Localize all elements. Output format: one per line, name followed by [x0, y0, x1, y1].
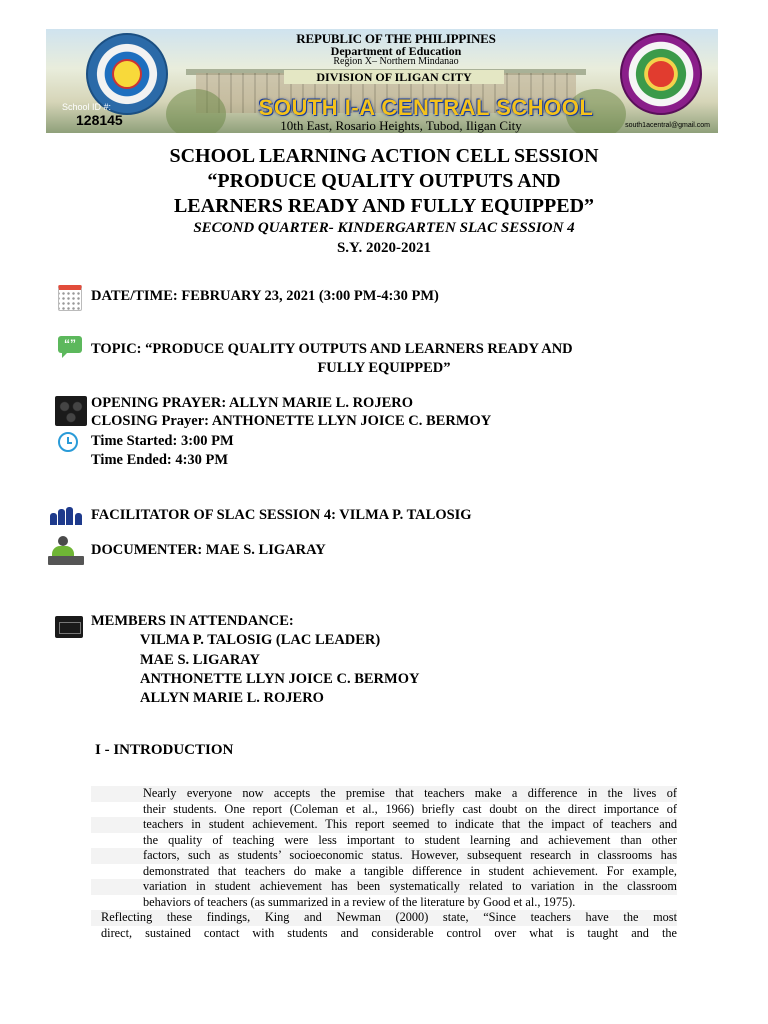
opening-prayer: OPENING PRAYER: ALLYN MARIE L. ROJERO [91, 395, 413, 411]
school-id-label: School ID #: [62, 102, 112, 112]
header-republic: REPUBLIC OF THE PHILIPPINES [296, 31, 496, 46]
paragraph-line: their students. One report (Coleman et al., 1966) briefly cast doubt on the direct importance of [91, 802, 677, 818]
calendar-icon [58, 285, 82, 311]
time-started: Time Started: 3:00 PM [91, 433, 234, 449]
header-region: Region X– Northern Mindanao [333, 56, 459, 67]
school-address: 10th East, Rosario Heights, Tubod, Iligan City [280, 118, 522, 133]
paragraph-line: direct, sustained contact with students and considerable control over what is taught and the [91, 926, 677, 942]
paragraph-line: Reflecting these findings, King and Newman (2000) state, “Since teachers have the most [91, 910, 677, 926]
introduction-paragraph-1 [91, 786, 677, 910]
paragraph-line: variation in student achievement has been systematically related to variation in the classroom [91, 879, 677, 895]
member-item: ANTHONETTE LLYN JOICE C. BERMOY [140, 671, 420, 687]
documenter: DOCUMENTER: MAE S. LIGARAY [91, 542, 326, 558]
title-line-2: “PRODUCE QUALITY OUTPUTS AND [207, 170, 561, 192]
member-item: VILMA P. TALOSIG (LAC LEADER) [140, 632, 381, 648]
paragraph-line: demonstrated that teachers do make a tangible difference in student achievement. For example, [91, 864, 677, 880]
title-line-3: LEARNERS READY AND FULLY EQUIPPED” [173, 195, 595, 217]
school-header-banner [46, 29, 718, 133]
subtitle: SECOND QUARTER- KINDERGARTEN SLAC SESSION 4 [193, 220, 575, 236]
introduction-paragraph-2 [91, 910, 677, 941]
date-time: DATE/TIME: FEBRUARY 23, 2021 (3:00 PM-4:30 PM) [91, 288, 439, 304]
closing-prayer: CLOSING Prayer: ANTHONETTE LLYN JOICE C. BERMOY [91, 413, 492, 429]
topic-line-2: FULLY EQUIPPED” [317, 360, 451, 376]
prayer-group-icon [55, 396, 87, 426]
school-year: S.Y. 2020-2021 [336, 240, 432, 256]
paragraph-line: factors, such as students’ socioeconomic status. However, subsequent research in classrooms has [91, 848, 677, 864]
paragraph-line: the quality of teaching were less important to student learning and achievement than other [91, 833, 677, 849]
header-division: DIVISION OF ILIGAN CITY [284, 70, 504, 84]
clock-icon [58, 432, 78, 452]
paragraph-line: Nearly everyone now accepts the premise that teachers make a difference in the lives of [91, 786, 677, 802]
school-id-number: 128145 [76, 112, 123, 128]
school-name: SOUTH I-A CENTRAL SCHOOL [258, 95, 594, 120]
facilitator-group-icon [50, 505, 82, 525]
members-icon [55, 616, 83, 638]
member-item: MAE S. LIGARAY [140, 652, 260, 668]
title-line-1: SCHOOL LEARNING ACTION CELL SESSION [169, 145, 599, 167]
documenter-icon [48, 536, 84, 566]
time-ended: Time Ended: 4:30 PM [91, 452, 229, 468]
paragraph-line: teachers in student achievement. This report seemed to indicate that the impact of teachers and [91, 817, 677, 833]
member-item: ALLYN MARIE L. ROJERO [140, 690, 324, 706]
header-department: Department of Education [330, 44, 462, 58]
quote-chat-icon: “” [58, 336, 82, 353]
paragraph-line: behaviors of teachers (as summarized in a review of the literature by Good et al., 1975). [91, 895, 677, 911]
introduction-heading: I - INTRODUCTION [95, 742, 234, 758]
topic-line-1: TOPIC: “PRODUCE QUALITY OUTPUTS AND LEARNERS READY AND [91, 341, 573, 357]
members-label: MEMBERS IN ATTENDANCE: [91, 613, 294, 629]
school-email: south1acentral@gmail.com [625, 122, 710, 129]
facilitator: FACILITATOR OF SLAC SESSION 4: VILMA P. TALOSIG [91, 507, 472, 523]
